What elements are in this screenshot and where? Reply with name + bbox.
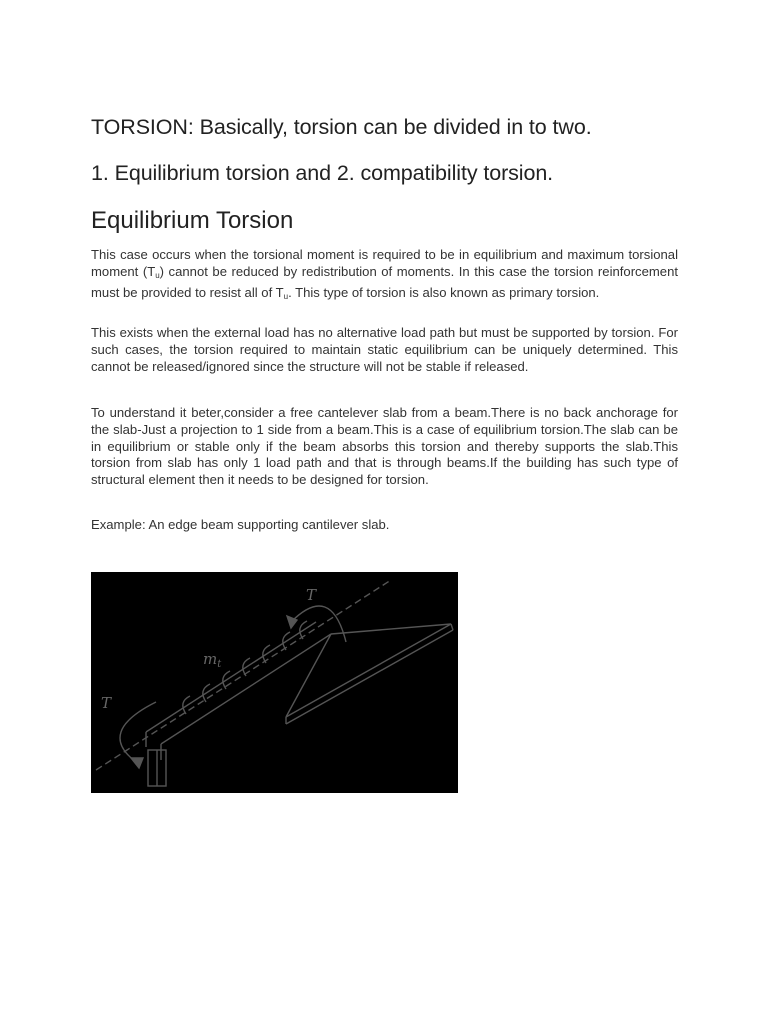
paragraph-3: To understand it beter,consider a free cantelever slab from a beam.There is no back anchorage for the slab-Just a projection to 1 side from a beam.This is a case of equilibrium torsion.The slab can be in equilibrium or stable only if the beam absorbs this torsion and thereby supports the slab.This torsion from slab has only 1 load path and that is through beams.If the building has such type of structural element then it needs to be designed for torsion.: [91, 405, 678, 488]
section-title: Equilibrium Torsion: [91, 207, 294, 234]
torque-label-top: T: [306, 586, 317, 604]
edge-beam-cantilever-slab-illustration: [91, 572, 458, 793]
paragraph-2: This exists when the external load has no alternative load path but must be supported by torsion. For such cases, the torsion required to maintain static equilibrium can be uniquely determined. This cannot be released/ignored since the structure will not be stable if released.: [91, 325, 678, 374]
heading-torsion-types: 1. Equilibrium torsion and 2. compatibility torsion.: [91, 161, 554, 185]
torsion-diagram: [91, 572, 458, 793]
distributed-torque-label: $m_t$: [203, 650, 222, 670]
torque-label-left: T: [101, 694, 112, 712]
paragraph-1: This case occurs when the torsional moment is required to be in equilibrium and maximum torsional moment $(T_u)$ cannot be reduced by redistribution of moments. In this case the torsion reinforcement must be provided to resist all of $T_u$. This type of torsion is also known as primary torsion.: [91, 247, 678, 301]
paragraph-example: Example: An edge beam supporting cantilever slab.: [91, 517, 390, 532]
heading-torsion: TORSION: Basically, torsion can be divided in to two.: [91, 115, 592, 139]
